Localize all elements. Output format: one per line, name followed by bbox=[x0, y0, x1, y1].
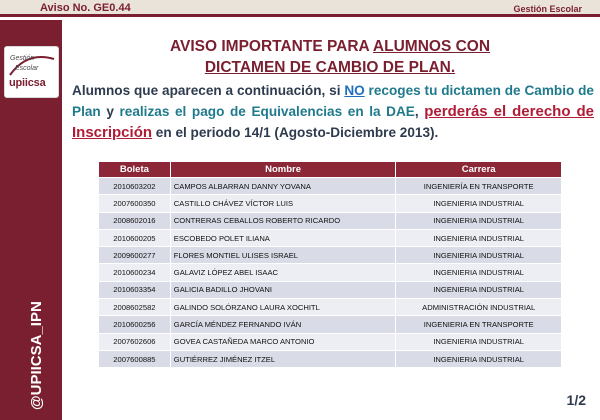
cell-carrera: INGENIERIA INDUSTRIAL bbox=[396, 333, 562, 350]
sidebar bbox=[0, 20, 62, 420]
para-part2: recoges tu dictamen de Cambio de Plan bbox=[72, 83, 594, 119]
table-row bbox=[99, 333, 562, 350]
notice-paragraph bbox=[72, 80, 594, 143]
cell-boleta: 2009600277 bbox=[99, 247, 171, 264]
table-row bbox=[99, 264, 562, 281]
cell-carrera: INGENIERÍA EN TRANSPORTE bbox=[396, 178, 562, 195]
students-table bbox=[98, 161, 562, 368]
cell-nombre: CASTILLO CHÁVEZ VÍCTOR LUIS bbox=[170, 195, 396, 212]
cell-nombre: GUTIÉRREZ JIMÉNEZ ITZEL bbox=[170, 350, 396, 367]
cell-carrera: INGENIERIA INDUSTRIAL bbox=[396, 212, 562, 229]
aviso-number: Aviso No. GE0.44 bbox=[40, 2, 131, 14]
table-row bbox=[99, 212, 562, 229]
cell-boleta: 2008602582 bbox=[99, 299, 171, 316]
cell-carrera: ADMINISTRACIÓN INDUSTRIAL bbox=[396, 299, 562, 316]
logo-line2: Escolar bbox=[15, 65, 39, 72]
notice-title bbox=[70, 36, 590, 78]
title-line1-underlined: ALUMNOS CON bbox=[372, 38, 491, 55]
cell-boleta: 2010600256 bbox=[99, 316, 171, 333]
cell-nombre: GALICIA BADILLO JHOVANI bbox=[170, 281, 396, 298]
header-boleta: Boleta bbox=[99, 162, 171, 178]
table-row bbox=[99, 350, 562, 367]
title-line1-prefix: AVISO IMPORTANTE PARA bbox=[169, 38, 373, 55]
table-row bbox=[99, 316, 562, 333]
logo-swoosh-icon bbox=[7, 49, 57, 79]
cell-boleta: 2010603354 bbox=[99, 281, 171, 298]
cell-carrera: INGENIERIA INDUSTRIAL bbox=[396, 281, 562, 298]
cell-nombre: GARCÍA MÉNDEZ FERNANDO IVÁN bbox=[170, 316, 396, 333]
cell-boleta: 2010600234 bbox=[99, 264, 171, 281]
table-row bbox=[99, 247, 562, 264]
cell-nombre: CONTRERAS CEBALLOS ROBERTO RICARDO bbox=[170, 212, 396, 229]
cell-boleta: 2010603202 bbox=[99, 178, 171, 195]
table-header-row bbox=[99, 162, 562, 178]
cell-carrera: INGENIERIA INDUSTRIAL bbox=[396, 229, 562, 246]
brand-label: Gestión Escolar bbox=[513, 4, 582, 14]
para-part5: , bbox=[414, 104, 425, 119]
para-no: NO bbox=[344, 83, 365, 98]
cell-nombre: ESCOBEDO POLET ILIANA bbox=[170, 229, 396, 246]
cell-carrera: INGENIERIA INDUSTRIAL bbox=[396, 247, 562, 264]
cell-boleta: 2010600205 bbox=[99, 229, 171, 246]
twitter-handle: @UPIICSA_IPN bbox=[28, 301, 45, 410]
cell-boleta: 2007600885 bbox=[99, 350, 171, 367]
upiicsa-logo bbox=[4, 46, 59, 98]
cell-nombre: GALAVIZ LÓPEZ ABEL ISAAC bbox=[170, 264, 396, 281]
para-part4: realizas el pago de Equivalencias en la DAE bbox=[119, 104, 415, 119]
table-row bbox=[99, 229, 562, 246]
page-number: 1/2 bbox=[566, 392, 586, 408]
top-bar bbox=[0, 0, 600, 20]
header-nombre: Nombre bbox=[170, 162, 396, 178]
title-line2: DICTAMEN DE CAMBIO DE PLAN. bbox=[204, 59, 456, 76]
logo-name: upiicsa bbox=[9, 77, 46, 89]
cell-nombre: GOVEA CASTAÑEDA MARCO ANTONIO bbox=[170, 333, 396, 350]
cell-boleta: 2008602016 bbox=[99, 212, 171, 229]
para-part3: y bbox=[100, 104, 120, 119]
cell-boleta: 2007600350 bbox=[99, 195, 171, 212]
cell-nombre: GALINDO SOLÓRZANO LAURA XOCHITL bbox=[170, 299, 396, 316]
cell-carrera: INGENIERIA INDUSTRIAL bbox=[396, 264, 562, 281]
cell-carrera: INGENIERIA INDUSTRIAL bbox=[396, 350, 562, 367]
logo-line1: Gestión bbox=[10, 55, 35, 62]
cell-nombre: FLORES MONTIEL ULISES ISRAEL bbox=[170, 247, 396, 264]
para-part6: en el periodo 14/1 (Agosto-Diciembre 2013). bbox=[152, 125, 439, 140]
table-row bbox=[99, 195, 562, 212]
cell-carrera: INGENIERIA INDUSTRIAL bbox=[396, 195, 562, 212]
cell-nombre: CAMPOS ALBARRAN DANNY YOVANA bbox=[170, 178, 396, 195]
cell-carrera: INGENIERIA EN TRANSPORTE bbox=[396, 316, 562, 333]
header-carrera: Carrera bbox=[396, 162, 562, 178]
para-part1: Alumnos que aparecen a continuación, si bbox=[72, 83, 345, 98]
table-row bbox=[99, 281, 562, 298]
cell-boleta: 2007602606 bbox=[99, 333, 171, 350]
table-row bbox=[99, 299, 562, 316]
para-warning: perderás el derecho de Inscripción bbox=[72, 103, 594, 141]
table-row bbox=[99, 178, 562, 195]
